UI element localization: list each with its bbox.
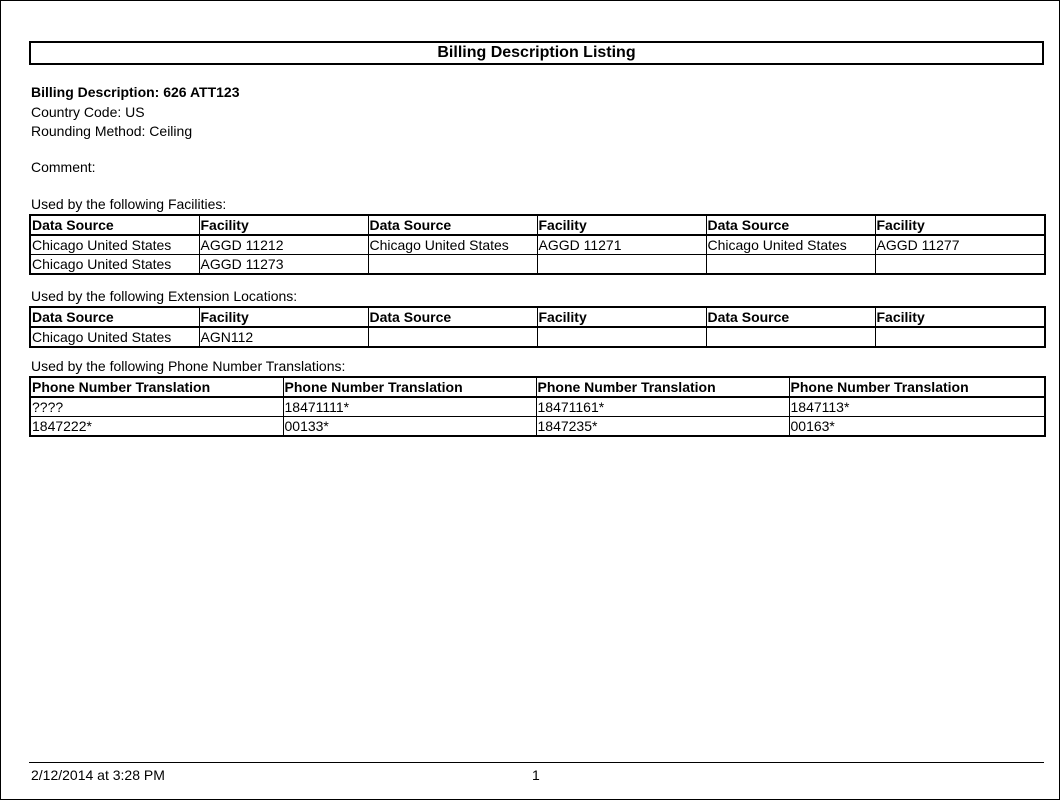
column-header: Facility — [875, 307, 1045, 327]
table-row — [30, 417, 1045, 437]
table-cell: AGN112 — [199, 327, 368, 347]
billing-description: Billing Description: 626 ATT123 — [31, 84, 240, 100]
table-cell: Chicago United States — [30, 255, 199, 275]
column-header: Data Source — [368, 215, 537, 235]
table-row — [30, 255, 1045, 275]
table-cell — [368, 255, 537, 275]
column-header: Facility — [199, 307, 368, 327]
page-number: 1 — [532, 767, 540, 783]
facilities-label: Used by the following Facilities: — [31, 196, 227, 212]
facilities-table — [29, 214, 1046, 275]
table-row — [30, 235, 1045, 255]
table-cell — [875, 327, 1045, 347]
table-cell: 18471161* — [536, 397, 789, 417]
table-header-row — [30, 307, 1045, 327]
table-cell: Chicago United States — [32, 329, 172, 345]
comment: Comment: — [31, 159, 96, 175]
footer-timestamp: 2/12/2014 at 3:28 PM — [31, 767, 165, 783]
phone-translations-label: Used by the following Phone Number Translations: — [31, 358, 346, 374]
country-code: Country Code: US — [31, 104, 145, 120]
column-header: Facility — [537, 215, 706, 235]
column-header: Data Source — [30, 307, 199, 327]
column-header: Facility — [875, 215, 1045, 235]
table-cell: ???? — [32, 399, 64, 415]
table-cell: Chicago United States — [368, 235, 537, 255]
table-cell: AGGD 11212 — [199, 235, 368, 255]
report-title: Billing Description Listing — [29, 41, 1044, 65]
table-cell — [706, 255, 875, 275]
column-header: Data Source — [706, 307, 875, 327]
extension-locations-table — [29, 306, 1046, 348]
table-header-row — [30, 215, 1045, 235]
table-cell: 1847222* — [30, 417, 283, 437]
column-header: Data Source — [706, 215, 875, 235]
table-cell — [875, 255, 1045, 275]
phone-translations-table — [29, 376, 1046, 437]
column-header: Data Source — [368, 307, 537, 327]
table-cell: AGGD 11273 — [199, 255, 368, 275]
extension-locations-label: Used by the following Extension Locations: — [31, 288, 298, 304]
column-header: Data Source — [30, 215, 199, 235]
table-cell: Chicago United States — [32, 237, 172, 253]
table-header-row — [30, 377, 1045, 397]
footer-divider — [29, 762, 1044, 763]
column-header: Facility — [199, 215, 368, 235]
table-cell — [537, 255, 706, 275]
table-cell: AGGD 11271 — [537, 235, 706, 255]
table-cell: 18471111* — [283, 397, 536, 417]
table-row — [30, 327, 1045, 347]
column-header: Phone Number Translation — [283, 377, 536, 397]
rounding-method: Rounding Method: Ceiling — [31, 123, 193, 139]
column-header: Phone Number Translation — [789, 377, 1045, 397]
table-cell: AGGD 11277 — [875, 235, 1045, 255]
table-cell: 1847113* — [789, 397, 1045, 417]
table-cell — [537, 327, 706, 347]
column-header: Phone Number Translation — [30, 377, 283, 397]
table-cell: 00133* — [283, 417, 536, 437]
table-cell: Chicago United States — [706, 235, 875, 255]
table-row — [30, 397, 1045, 417]
table-cell — [368, 327, 537, 347]
column-header: Phone Number Translation — [536, 377, 789, 397]
column-header: Facility — [537, 307, 706, 327]
table-cell: 1847235* — [536, 417, 789, 437]
table-cell: 00163* — [789, 417, 1045, 437]
table-cell — [706, 327, 875, 347]
